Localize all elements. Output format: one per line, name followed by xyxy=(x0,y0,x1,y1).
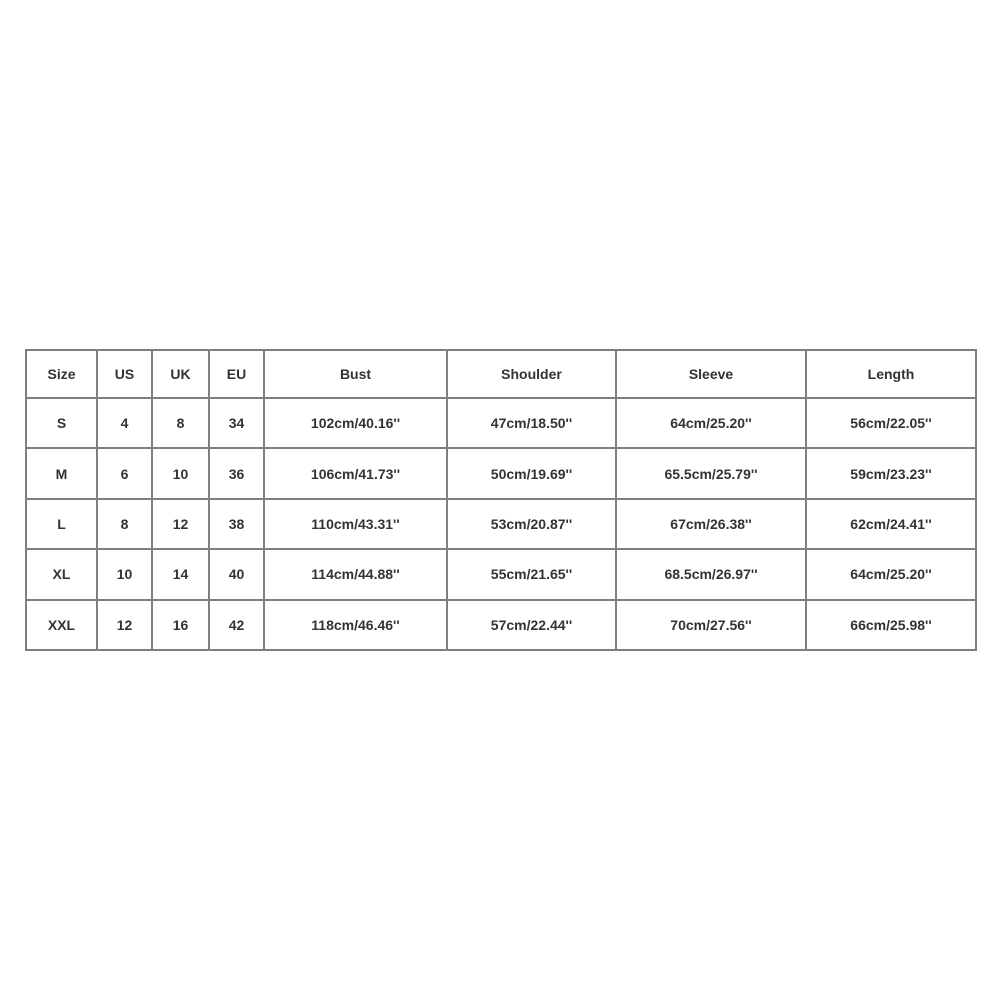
cell-us: 6 xyxy=(97,448,152,498)
cell-uk: 10 xyxy=(152,448,209,498)
cell-uk: 12 xyxy=(152,499,209,549)
header-uk: UK xyxy=(152,350,209,398)
cell-sleeve: 64cm/25.20'' xyxy=(616,398,806,448)
cell-length: 66cm/25.98'' xyxy=(806,600,976,650)
cell-bust: 102cm/40.16'' xyxy=(264,398,447,448)
cell-sleeve: 70cm/27.56'' xyxy=(616,600,806,650)
cell-shoulder: 47cm/18.50'' xyxy=(447,398,616,448)
table-row xyxy=(26,448,976,498)
cell-bust: 118cm/46.46'' xyxy=(264,600,447,650)
cell-uk: 16 xyxy=(152,600,209,650)
header-shoulder: Shoulder xyxy=(447,350,616,398)
cell-size: S xyxy=(26,398,97,448)
cell-size: L xyxy=(26,499,97,549)
cell-length: 62cm/24.41'' xyxy=(806,499,976,549)
cell-uk: 14 xyxy=(152,549,209,599)
table-row xyxy=(26,499,976,549)
cell-uk: 8 xyxy=(152,398,209,448)
cell-eu: 34 xyxy=(209,398,264,448)
cell-size: XXL xyxy=(26,600,97,650)
header-size: Size xyxy=(26,350,97,398)
cell-size: XL xyxy=(26,549,97,599)
cell-us: 10 xyxy=(97,549,152,599)
cell-us: 8 xyxy=(97,499,152,549)
cell-length: 56cm/22.05'' xyxy=(806,398,976,448)
cell-bust: 106cm/41.73'' xyxy=(264,448,447,498)
cell-size: M xyxy=(26,448,97,498)
cell-shoulder: 53cm/20.87'' xyxy=(447,499,616,549)
cell-eu: 36 xyxy=(209,448,264,498)
cell-shoulder: 50cm/19.69'' xyxy=(447,448,616,498)
table-header-row xyxy=(26,350,976,398)
size-chart-table xyxy=(25,349,977,651)
cell-bust: 114cm/44.88'' xyxy=(264,549,447,599)
cell-us: 12 xyxy=(97,600,152,650)
header-bust: Bust xyxy=(264,350,447,398)
table-row xyxy=(26,549,976,599)
header-sleeve: Sleeve xyxy=(616,350,806,398)
cell-sleeve: 68.5cm/26.97'' xyxy=(616,549,806,599)
table-row xyxy=(26,600,976,650)
cell-eu: 38 xyxy=(209,499,264,549)
cell-eu: 40 xyxy=(209,549,264,599)
cell-sleeve: 65.5cm/25.79'' xyxy=(616,448,806,498)
cell-bust: 110cm/43.31'' xyxy=(264,499,447,549)
cell-shoulder: 57cm/22.44'' xyxy=(447,600,616,650)
header-us: US xyxy=(97,350,152,398)
header-eu: EU xyxy=(209,350,264,398)
table-row xyxy=(26,398,976,448)
cell-length: 59cm/23.23'' xyxy=(806,448,976,498)
cell-sleeve: 67cm/26.38'' xyxy=(616,499,806,549)
cell-us: 4 xyxy=(97,398,152,448)
cell-shoulder: 55cm/21.65'' xyxy=(447,549,616,599)
cell-eu: 42 xyxy=(209,600,264,650)
header-length: Length xyxy=(806,350,976,398)
cell-length: 64cm/25.20'' xyxy=(806,549,976,599)
